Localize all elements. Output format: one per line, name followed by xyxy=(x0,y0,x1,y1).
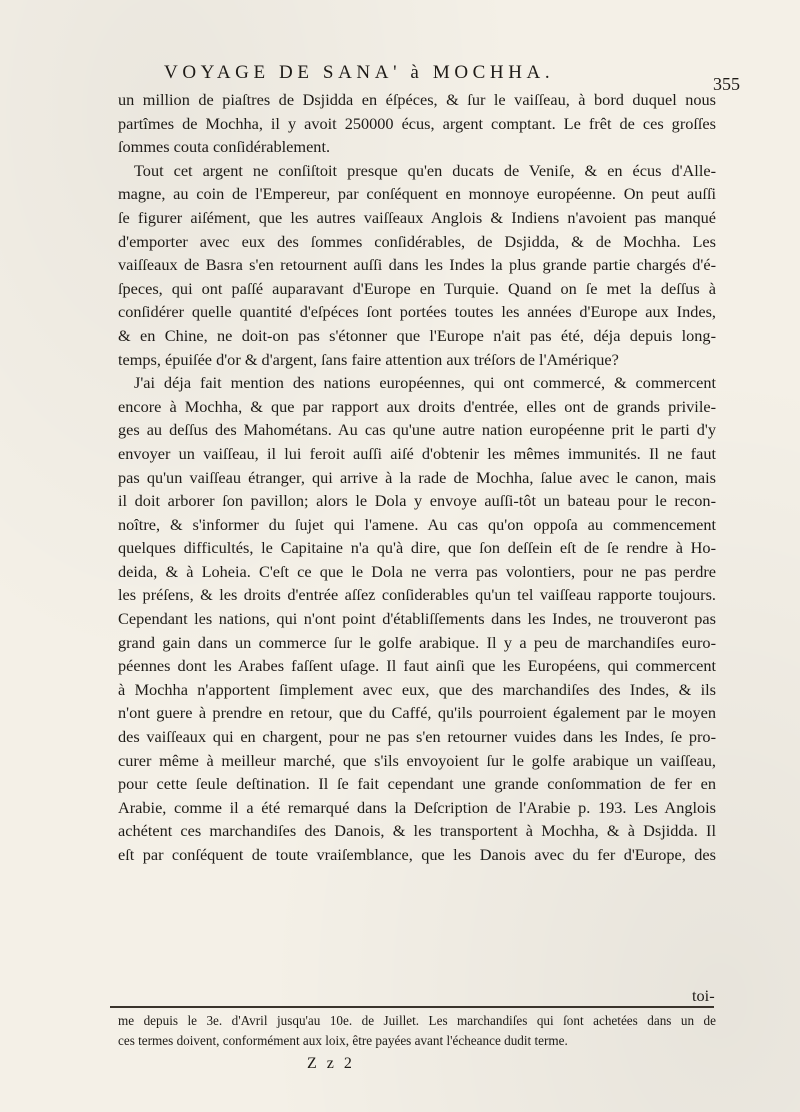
footnote-line: ces termes doivent, conformément aux loix, être payées avant l'écheance dudit terme. xyxy=(118,1033,568,1048)
running-title: VOYAGE DE SANA' à MOCHHA. xyxy=(164,62,555,83)
text-line: temps, épuiſée d'or & d'argent, ſans faire attention aux tréſors de l'Amérique? xyxy=(118,349,619,369)
text-line: pour cette ſeule deſtination. Il ſe fait cependant une grande conſommation de fer en xyxy=(118,774,716,794)
text-line: il doit arborer ſon pavillon; alors le Dola y envoye auſſi-tôt un bateau pour le recon- xyxy=(118,491,716,511)
text-line: Arabie, comme il a été remarqué dans la Deſcription de l'Arabie p. 193. Les Anglois xyxy=(118,797,716,817)
text-line: partîmes de Mochha, il y avoit 250000 écus, argent comptant. Le frêt de ces groſſes xyxy=(118,113,716,133)
text-line: conſidérer quelle quantité d'eſpéces ſont portées toutes les années d'Europe aux Indes, xyxy=(118,302,716,322)
text-line: eſt par conſéquent de toute vraiſemblance, que les Danois avec du fer d'Europe, des xyxy=(118,845,716,864)
body-text xyxy=(118,88,716,867)
footnote xyxy=(118,1011,716,1051)
text-line: noître, & s'informer du ſujet qui l'amene. Au cas qu'on oppoſa au commencement xyxy=(118,514,716,534)
text-line: Cependant les nations, qui n'ont point d'établiſſements dans les Indes, ne trouveront pas xyxy=(118,609,716,629)
text-line: d'emporter avec eux des ſommes conſidérables, de Dsjidda, & de Mochha. Les xyxy=(118,231,716,251)
text-line: ſpeces, qui ont paſſé auparavant d'Europe en Turquie. Quand on ſe met la deſſus à xyxy=(118,278,716,298)
text-line: des vaiſſeaux qui en chargent, pour ne pas s'en retourner vuides dans les Indes, ſe pro- xyxy=(118,727,716,747)
text-line: pas qu'un vaiſſeau étranger, qui arrive à la rade de Mochha, ſalue avec le canon, mais xyxy=(118,467,716,487)
text-line: quelques difficultés, le Capitaine n'a qu'à dire, que ſon deſſein eſt de ſe rendre à Ho- xyxy=(118,538,716,558)
signature-mark: Z z 2 xyxy=(307,1055,355,1072)
text-line: péennes dont les Arabes faſſent uſage. Il faut ainſi que les Européens, qui commercent xyxy=(118,656,716,676)
text-line: & en Chine, ne doit-on pas s'étonner que l'Europe n'ait pas été, déja depuis long- xyxy=(118,325,716,345)
text-line: grand gain dans un commerce ſur le golfe arabique. Il y a peu de marchandiſes euro- xyxy=(118,632,716,652)
page-number: 355 xyxy=(713,74,740,94)
text-line: les préſens, & les droits d'entrée aſſez conſiderables qu'un tel vaiſſeau rapporte toujours. xyxy=(118,585,716,605)
text-line: envoyer un vaiſſeau, il lui feroit auſſi aiſé d'obtenir les mêmes immunités. Il ne faut xyxy=(118,443,716,463)
text-line: magne, au coin de l'Empereur, par conſéquent en monnoye européenne. On peut auſſi xyxy=(118,184,716,204)
text-line: n'ont guere à prendre en retour, que du Caffé, qu'ils pourroient également par le moyen xyxy=(118,703,716,723)
text-line: deida, & à Loheia. C'eſt ce que le Dola ne verra pas volontiers, pour ne pas perdre xyxy=(118,561,716,581)
text-line: curer même à meilleur marché, que s'ils envoyoient ſur le golfe arabique un vaiſſeau, xyxy=(118,750,716,770)
text-line: Tout cet argent ne conſiſtoit presque qu'en ducats de Veniſe, & en écus d'Alle- xyxy=(134,160,716,180)
text-line: vaiſſeaux de Basra s'en retournent auſſi dans les Indes la plus grande partie chargés d'é- xyxy=(118,255,716,275)
text-line: encore à Mochha, & que par rapport aux droits d'entrée, elles ont de grands privile- xyxy=(118,396,716,416)
text-line: un million de piaſtres de Dsjidda en éſpéces, & ſur le vaiſſeau, à bord duquel nous xyxy=(118,90,716,109)
catchword: toi- xyxy=(692,986,715,1005)
text-line: ſe figurer aiſément, que les autres vaiſſeaux Anglois & Indiens n'avoient pas manqué xyxy=(118,207,716,227)
text-line: J'ai déja fait mention des nations européennes, qui ont commercé, & commercent xyxy=(134,373,716,393)
footnote-line: me depuis le 3e. d'Avril jusqu'au 10e. de Juillet. Les marchandiſes qui ſont achetées dans un de xyxy=(118,1013,716,1028)
text-line: à Mochha n'apportent ſimplement avec eux, que des marchandiſes des Indes, & ils xyxy=(118,679,716,699)
text-line: ges au deſſus des Mahométans. Au cas qu'une autre nation européenne prit le parti d'y xyxy=(118,420,716,440)
text-line: ſommes couta conſidérablement. xyxy=(118,137,331,157)
footnote-divider xyxy=(110,1006,714,1008)
text-line: achétent ces marchandiſes des Danois, & les transportent à Mochha, & à Dsjidda. Il xyxy=(118,821,716,841)
